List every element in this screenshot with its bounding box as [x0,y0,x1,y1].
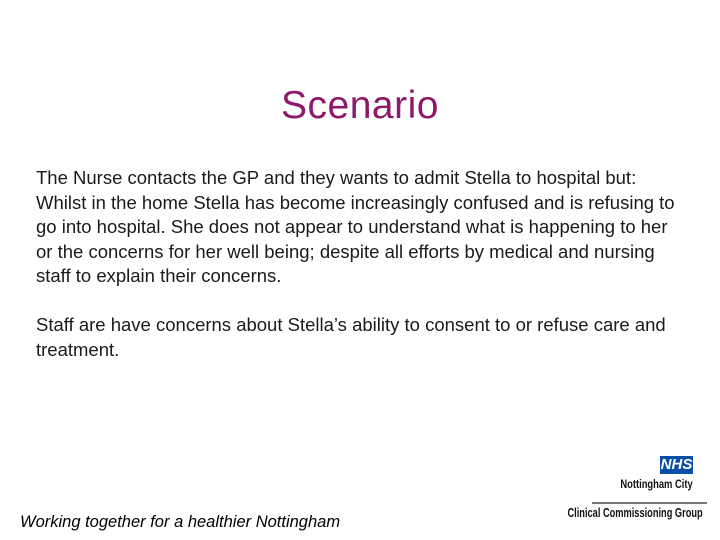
org-name: Nottingham City [620,477,693,491]
nhs-logo [567,456,707,526]
paragraph-situation: Whilst in the home Stella has become increasingly confused and is refusing to go into hospital. She does not appear to understand what is happening to her or the concerns for her well being; despite all efforts by medical and nursing staff to explain their concerns. [36,191,675,286]
paragraph-gap [36,289,686,314]
slide-title-text: Scenario [281,84,439,127]
slide-title [0,84,720,128]
org-group-name: Clinical Commissioning Group [567,506,703,520]
nhs-badge: NHS [660,456,693,473]
slide-body [36,166,686,362]
logo-divider [592,502,707,504]
footer-tagline: Working together for a healthier Nottingham [20,513,341,531]
paragraph-intro: The Nurse contacts the GP and they wants to admit Stella to hospital but: [36,167,637,188]
paragraph-concern: Staff are have concerns about Stella’s ability to consent to or refuse care and treatment. [36,314,666,360]
